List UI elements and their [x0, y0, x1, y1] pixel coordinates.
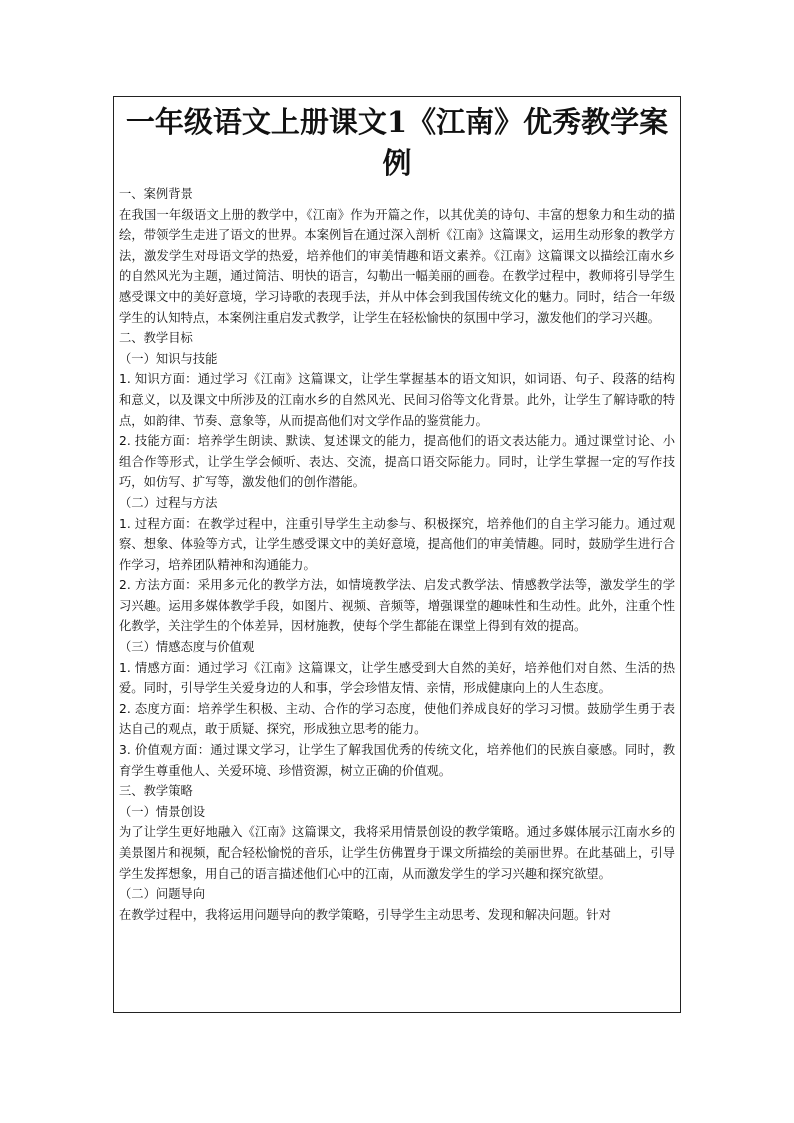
paragraph: 在我国一年级语文上册的教学中，《江南》作为开篇之作，以其优美的诗句、丰富的想象力和生动的描绘，带领学生走进了语文的世界。本案例旨在通过深入剖析《江南》这篇课文，运用生动形象的教学方法，激发学生对母语文学的热爱，培养他们的审美情趣和语文素养。《江南》这篇课文以描绘江南水乡的自然风光为主题，通过简洁、明快的语言，勾勒出一幅美丽的画卷。在教学过程中，教师将引导学生感受课文中的美好意境，学习诗歌的表现手法，并从中体会到我国传统文化的魅力。同时，结合一年级学生的认知特点，本案例注重启发式教学，让学生在轻松愉快的氛围中学习，激发他们的学习兴趣。: [119, 207, 675, 325]
document-body: [114, 184, 680, 925]
section-heading: 一、案例背景: [119, 187, 193, 201]
section-heading: 三、教学策略: [119, 784, 193, 799]
subsection-heading: （二）问题导向: [119, 887, 206, 902]
paragraph: 2. 技能方面：培养学生朗读、默读、复述课文的能力，提高他们的语文表达能力。通过课堂讨论、小组合作等形式，让学生学会倾听、表达、交流，提高口语交际能力。同时，让学生掌握一定的写作技巧，如仿写、扩写等，激发他们的创作潜能。: [119, 434, 675, 490]
paragraph: 为了让学生更好地融入《江南》这篇课文，我将采用情景创设的教学策略。通过多媒体展示江南水乡的美景图片和视频，配合轻松愉悦的音乐，让学生仿佛置身于课文所描绘的美丽世界。在此基础上，引导学生发挥想象，用自己的语言描述他们心中的江南，从而激发学生的学习兴趣和探究欲望。: [119, 825, 675, 881]
subsection-heading: （三）情感态度与价值观: [119, 640, 255, 655]
paragraph: 在教学过程中，我将运用问题导向的教学策略，引导学生主动思考、发现和解决问题。针对: [119, 907, 611, 922]
document-title: 一年级语文上册课文1《江南》优秀教学案例: [125, 105, 669, 180]
subsection-heading: （一）知识与技能: [119, 351, 218, 366]
section-heading: 二、教学目标: [119, 331, 193, 346]
subsection-heading: （二）过程与方法: [119, 495, 218, 510]
paragraph: 1. 情感方面：通过学习《江南》这篇课文，让学生感受到大自然的美好，培养他们对自然、生活的热爱。同时，引导学生关爱身边的人和事，学会珍惜友情、亲情，形成健康向上的人生态度。: [119, 660, 675, 696]
document-frame: [113, 96, 681, 1013]
paragraph: 1. 过程方面：在教学过程中，注重引导学生主动参与、积极探究，培养他们的自主学习能力。通过观察、想象、体验等方式，让学生感受课文中的美好意境，提高他们的审美情趣。同时，鼓励学生进行合作学习，培养团队精神和沟通能力。: [119, 516, 675, 572]
paragraph: 3. 价值观方面：通过课文学习，让学生了解我国优秀的传统文化，培养他们的民族自豪感。同时，教育学生尊重他人、关爱环境、珍惜资源，树立正确的价值观。: [119, 743, 675, 778]
subsection-heading: （一）情景创设: [119, 804, 206, 819]
paragraph: 1. 知识方面：通过学习《江南》这篇课文，让学生掌握基本的语文知识，如词语、句子、段落的结构和意义，以及课文中所涉及的江南水乡的自然风光、民间习俗等文化背景。此外，让学生了解诗歌的特点，如韵律、节奏、意象等，从而提高他们对文学作品的鉴赏能力。: [119, 372, 675, 428]
paragraph: 2. 方法方面：采用多元化的教学方法，如情境教学法、启发式教学法、情感教学法等，激发学生的学习兴趣。运用多媒体教学手段，如图片、视频、音频等，增强课堂的趣味性和生动性。此外，注重个性化教学，关注学生的个体差异，因材施教，使每个学生都能在课堂上得到有效的提高。: [119, 578, 675, 634]
paragraph: 2. 态度方面：培养学生积极、主动、合作的学习态度，使他们养成良好的学习习惯。鼓励学生勇于表达自己的观点，敢于质疑、探究，形成独立思考的能力。: [119, 701, 675, 737]
